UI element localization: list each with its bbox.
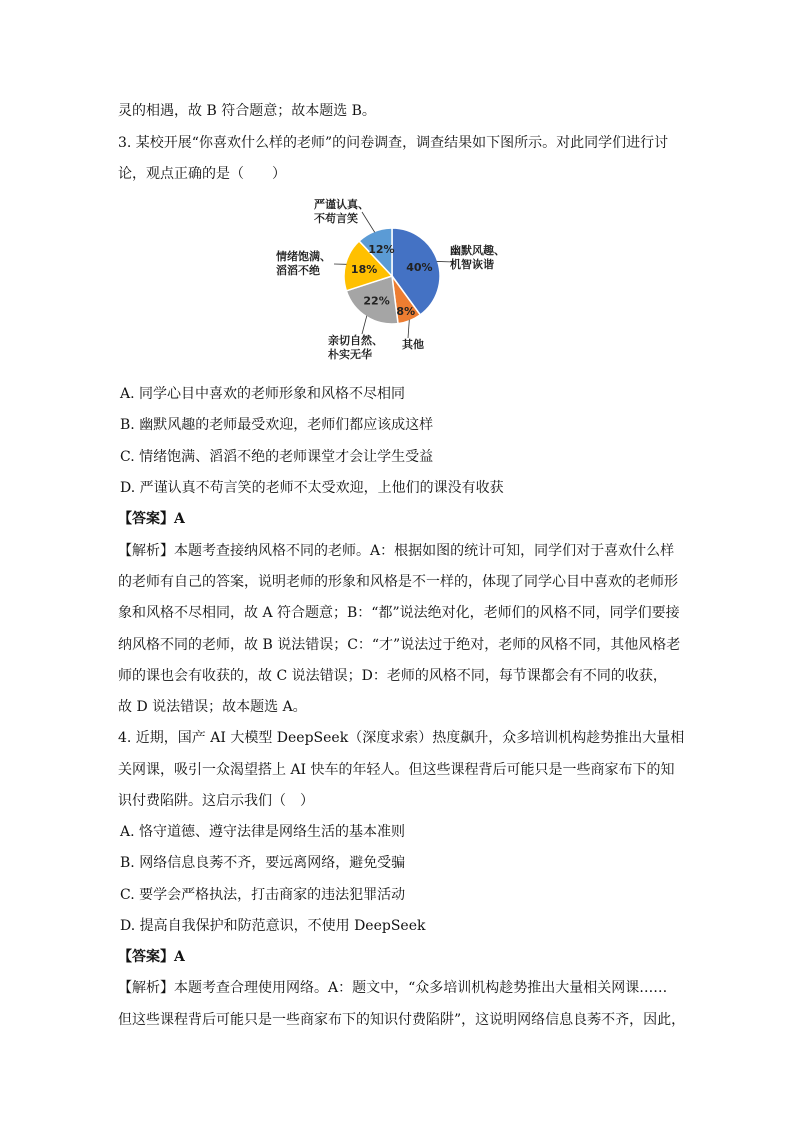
option-4c: C. 要学会严格执法，打击商家的违法犯罪活动 [120, 887, 406, 903]
explanation-3-line: 的老师有自己的答案，说明老师的形象和风格是不一样的，体现了同学心目中喜欢的老师形 [118, 574, 678, 590]
pie-value-label: 8% [396, 304, 416, 318]
answer-3: 【答案】A [118, 511, 185, 527]
explanation-3-line: 纳风格不同的老师，故 B 说法错误；C：“才”说法过于绝对，老师的风格不同，其他风格老 [118, 637, 681, 653]
explanation-3-line: 故 D 说法错误；故本题选 A。 [118, 699, 307, 715]
pie-category-label: 机智诙谐 [450, 258, 494, 271]
option-4a: A. 恪守道德、遵守法律是网络生活的基本准则 [120, 824, 406, 840]
pie-value-label: 40% [406, 261, 433, 275]
explanation-3-line: 【解析】本题考查接纳风格不同的老师。A：根据如图的统计可知，同学们对于喜欢什么样 [118, 543, 675, 559]
pie-category-label: 朴实无华 [328, 348, 372, 361]
pie-value-label: 22% [363, 294, 390, 308]
explanation-3-line: 象和风格不尽相同，故 A 符合题意；B：“都”说法绝对化，老师们的风格不同，同学们要接 [118, 605, 680, 621]
pie-category-label: 滔滔不绝 [276, 264, 320, 277]
pie-category-label: 严谨认真、 [314, 198, 369, 211]
pie-leader-line [362, 212, 375, 232]
option-4b: B. 网络信息良莠不齐，要远离网络，避免受骗 [120, 855, 406, 871]
pie-category-label: 其他 [402, 338, 424, 351]
pie-leader-line [362, 316, 367, 334]
text-line: 灵的相遇，故 B 符合题意；故本题选 B。 [118, 103, 376, 119]
pie-category-label: 情绪饱满、 [276, 250, 331, 263]
explanation-3-line: 师的课也会有收获的，故 C 说法错误；D：老师的风格不同，每节课都会有不同的收获， [118, 668, 667, 684]
answer-4: 【答案】A [118, 949, 185, 965]
pie-value-label: 18% [350, 262, 378, 276]
pie-chart [250, 196, 550, 366]
option-3a: A. 同学心目中喜欢的老师形象和风格不尽相同 [120, 386, 406, 402]
explanation-4-line: 但这些课程背后可能只是一些商家布下的知识付费陷阱”，这说明网络信息良莠不齐，因此， [118, 1012, 686, 1028]
pie-leader-line [408, 320, 409, 338]
option-3d: D. 严谨认真不苟言笑的老师不太受欢迎，上他们的课没有收获 [120, 480, 504, 496]
option-3c: C. 情绪饱满、滔滔不绝的老师课堂才会让学生受益 [120, 449, 434, 465]
question-4-stem-cont: 识付费陷阱。这启示我们（ ） [118, 793, 314, 809]
pie-category-label: 不苟言笑 [314, 212, 358, 225]
question-3-stem: 3. 某校开展“你喜欢什么样的老师”的问卷调查，调查结果如下图所示。对此同学们进行讨 [118, 135, 669, 151]
question-4-stem-cont: 关网课，吸引一众渴望搭上 AI 快车的年轻人。但这些课程背后可能只是一些商家布下的知 [118, 762, 675, 778]
option-4d: D. 提高自我保护和防范意识，不使用 DeepSeek [120, 918, 426, 934]
explanation-4-line: 【解析】本题考查合理使用网络。A：题文中，“众多培训机构趁势推出大量相关网课…… [118, 980, 668, 996]
pie-category-label: 幽默风趣、 [450, 244, 505, 257]
pie-value-label: 12% [368, 243, 395, 257]
option-3b: B. 幽默风趣的老师最受欢迎，老师们都应该成这样 [120, 417, 434, 433]
question-4-stem: 4. 近期，国产 AI 大模型 DeepSeek（深度求索）热度飙升，众多培训机构趁势推出大量相 [118, 730, 685, 746]
pie-category-label: 亲切自然、 [328, 334, 383, 347]
question-3-stem-cont: 论，观点正确的是（ ） [118, 166, 286, 182]
